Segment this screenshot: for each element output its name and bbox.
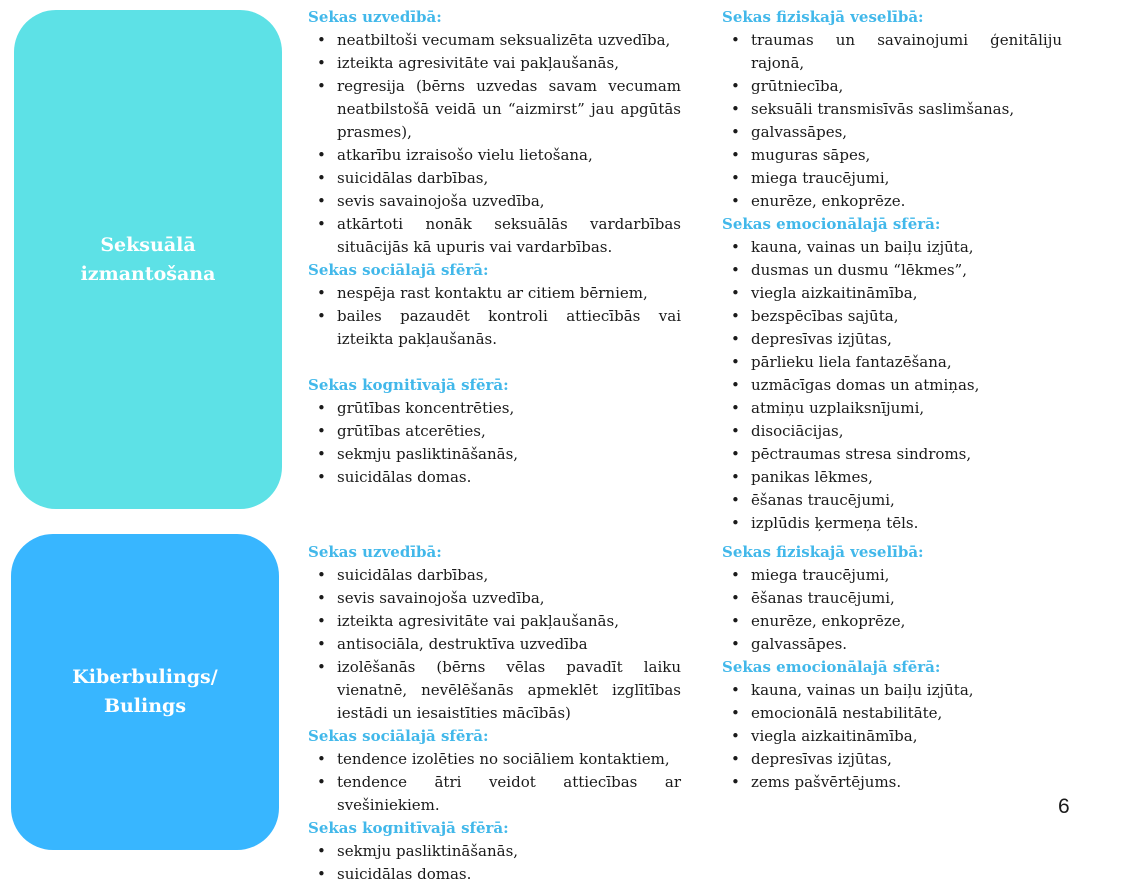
list-item: • grūtības atcerēties, [337, 420, 681, 443]
consequence-list [308, 282, 681, 351]
list-item: • miega traucējumi, [751, 564, 1062, 587]
list-item: • depresīvas izjūtas, [751, 748, 1062, 771]
list-item: • uzmācīgas domas un atmiņas, [751, 374, 1062, 397]
list-item: • ēšanas traucējumi, [751, 489, 1062, 512]
consequences-column-right [722, 6, 1062, 535]
list-item: • pēctraumas stresa sindroms, [751, 443, 1062, 466]
list-item: • bailes pazaudēt kontroli attiecībās vai izteikta pakļaušanās. [337, 305, 681, 351]
list-item: • depresīvas izjūtas, [751, 328, 1062, 351]
list-item: • grūtniecība, [751, 75, 1062, 98]
list-item: • enurēze, enkoprēze. [751, 190, 1062, 213]
list-item: • kauna, vainas un baiļu izjūta, [751, 236, 1062, 259]
list-item: • nespēja rast kontaktu ar citiem bērniem, [337, 282, 681, 305]
consequence-heading: Sekas kognitīvajā sfērā: [308, 819, 509, 837]
consequence-heading: Sekas fiziskajā veselībā: [722, 8, 924, 26]
list-item: • viegla aizkaitināmība, [751, 282, 1062, 305]
list-item: • galvassāpes. [751, 633, 1062, 656]
list-item: • suicidālas darbības, [337, 167, 681, 190]
list-item: • atkarību izraisošo vielu lietošana, [337, 144, 681, 167]
consequences-column-left [308, 541, 681, 886]
list-item: • disociācijas, [751, 420, 1062, 443]
list-item: • tendence izolēties no sociāliem kontaktiem, [337, 748, 681, 771]
list-item: • regresija (bērns uzvedas savam vecumam neatbilstošā veidā un “aizmirst” jau apgūtās prasmes), [337, 75, 681, 144]
spacer [308, 351, 681, 374]
consequence-list [722, 564, 1062, 656]
section-title-card [14, 10, 282, 509]
list-item: • suicidālas darbības, [337, 564, 681, 587]
consequences-column-right [722, 541, 1062, 794]
list-item: • pārlieku liela fantazēšana, [751, 351, 1062, 374]
list-item: • neatbiltoši vecumam seksualizēta uzvedība, [337, 29, 681, 52]
list-item: • izteikta agresivitāte vai pakļaušanās, [337, 52, 681, 75]
list-item: • traumas un savainojumi ģenitāliju rajonā, [751, 29, 1062, 75]
list-item: • emocionālā nestabilitāte, [751, 702, 1062, 725]
section-title-line: Seksuālā [100, 233, 196, 256]
list-item: • izplūdis ķermeņa tēls. [751, 512, 1062, 535]
consequence-heading: Sekas emocionālajā sfērā: [722, 215, 941, 233]
list-item: • muguras sāpes, [751, 144, 1062, 167]
list-item: • viegla aizkaitināmība, [751, 725, 1062, 748]
consequence-list [308, 840, 681, 886]
list-item: • galvassāpes, [751, 121, 1062, 144]
list-item: • sevis savainojoša uzvedība, [337, 190, 681, 213]
consequence-heading: Sekas uzvedībā: [308, 543, 442, 561]
list-item: • suicidālas domas. [337, 863, 681, 886]
list-item: • panikas lēkmes, [751, 466, 1062, 489]
list-item: • izteikta agresivitāte vai pakļaušanās, [337, 610, 681, 633]
list-item: • zems pašvērtējums. [751, 771, 1062, 794]
list-item: • dusmas un dusmu “lēkmes”, [751, 259, 1062, 282]
list-item: • suicidālas domas. [337, 466, 681, 489]
list-item: • sekmju pasliktināšanās, [337, 840, 681, 863]
list-item: • izolēšanās (bērns vēlas pavadīt laiku vienatnē, nevēlēšanās apmeklēt izglītības iestādi un iesaistīties mācībās) [337, 656, 681, 725]
consequence-list [722, 29, 1062, 213]
consequence-list [722, 236, 1062, 535]
consequence-list [308, 564, 681, 725]
list-item: • atkārtoti nonāk seksuālās vardarbības situācijās kā upuris vai vardarbības. [337, 213, 681, 259]
consequence-heading: Sekas fiziskajā veselībā: [722, 543, 924, 561]
section-title-line: izmantošana [80, 262, 216, 285]
consequence-list [308, 29, 681, 259]
consequence-list [308, 748, 681, 817]
list-item: • kauna, vainas un baiļu izjūta, [751, 679, 1062, 702]
page-number: 6 [1058, 795, 1070, 818]
list-item: • tendence ātri veidot attiecības ar svešiniekiem. [337, 771, 681, 817]
consequence-list [308, 397, 681, 489]
consequence-list [722, 679, 1062, 794]
list-item: • seksuāli transmisīvās saslimšanas, [751, 98, 1062, 121]
list-item: • enurēze, enkoprēze, [751, 610, 1062, 633]
section-title-line: Bulings [103, 695, 187, 717]
list-item: • bezspēcības sajūta, [751, 305, 1062, 328]
consequences-column-left [308, 6, 681, 489]
section-title-line: Kiberbulings/ [72, 666, 218, 688]
consequence-heading: Sekas sociālajā sfērā: [308, 261, 489, 279]
consequence-heading: Sekas uzvedībā: [308, 8, 442, 26]
list-item: • atmiņu uzplaiksnījumi, [751, 397, 1062, 420]
list-item: • sevis savainojoša uzvedība, [337, 587, 681, 610]
list-item: • antisociāla, destruktīva uzvedība [337, 633, 681, 656]
list-item: • ēšanas traucējumi, [751, 587, 1062, 610]
consequence-heading: Sekas sociālajā sfērā: [308, 727, 489, 745]
consequence-heading: Sekas emocionālajā sfērā: [722, 658, 941, 676]
consequence-heading: Sekas kognitīvajā sfērā: [308, 376, 509, 394]
list-item: • sekmju pasliktināšanās, [337, 443, 681, 466]
list-item: • miega traucējumi, [751, 167, 1062, 190]
section-title-card [11, 534, 279, 850]
list-item: • grūtības koncentrēties, [337, 397, 681, 420]
